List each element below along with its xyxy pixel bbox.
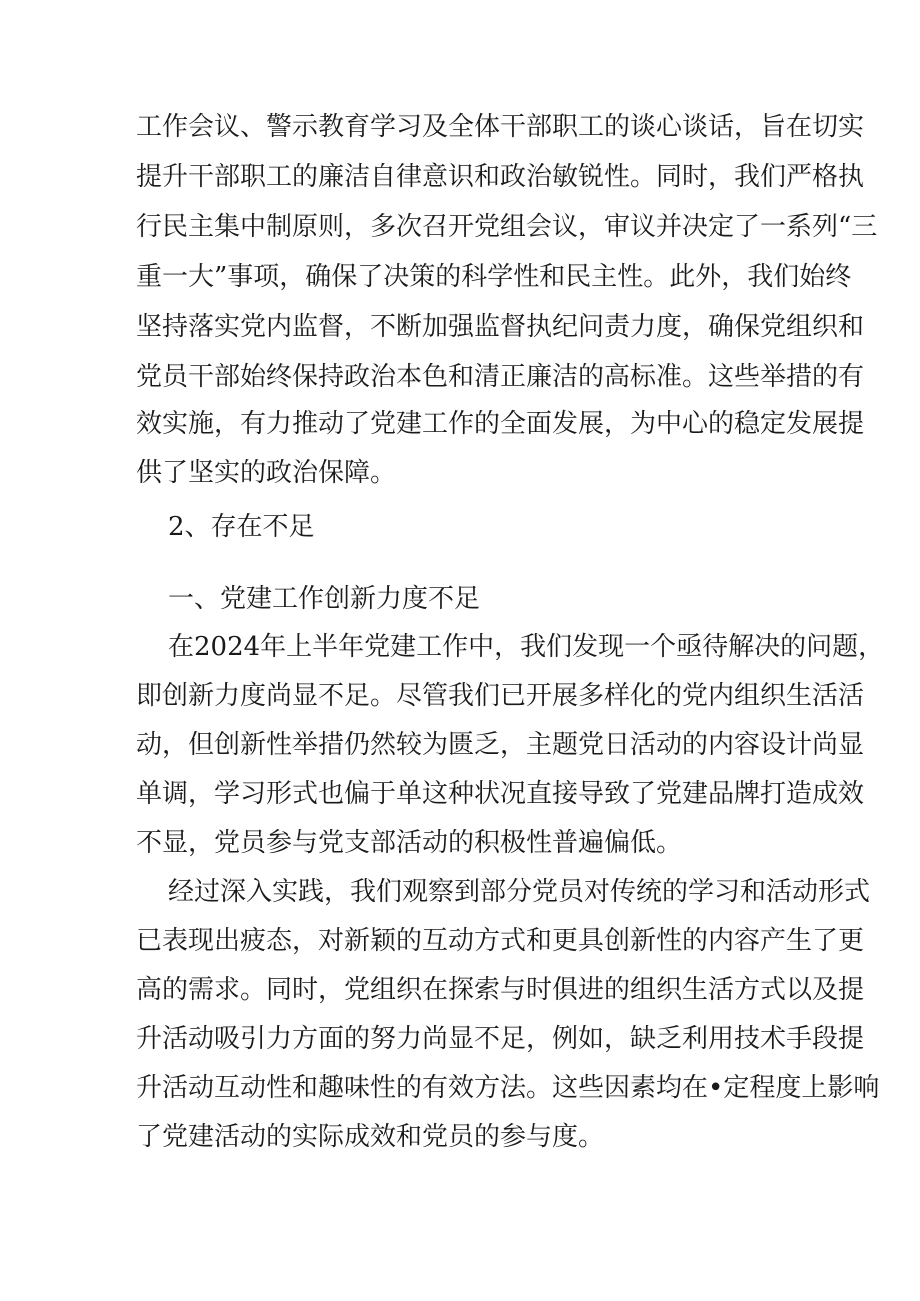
subheading: 一、党建工作创新力度不足 [168, 584, 481, 614]
section-heading: 2、存在不足 [168, 512, 315, 542]
paragraph1-line-7: 效实施，有力推动了党建工作的全面发展，为中心的稳定发展提 [136, 409, 865, 439]
paragraph2-line-4: 单调，学习形式也偏于单这种状况直接导致了党建品牌打造成效 [136, 779, 865, 809]
paragraph2-line-1: 在2024年上半年党建工作中，我们发现一个亟待解决的问题， [168, 632, 885, 662]
paragraph2-line-3: 动，但创新性举措仍然较为匮乏，主题党日活动的内容设计尚显 [136, 730, 865, 760]
paragraph3-line-3: 高的需求。同时，党组织在探索与时俱进的组织生活方式以及提 [136, 975, 865, 1005]
paragraph1-line-5: 坚持落实党内监督，不断加强监督执纪问责力度，确保党组织和 [136, 312, 865, 342]
paragraph2-line-5: 不显，党员参与党支部活动的积极性普遍偏低。 [136, 828, 683, 858]
paragraph3-line-6: 了党建活动的实际成效和党员的参与度。 [136, 1122, 605, 1152]
paragraph1-line-3: 行民主集中制原则，多次召开党组会议，审议并决定了一系列“三 [136, 212, 878, 242]
paragraph3-line-2: 已表现出疲态，对新颖的互动方式和更具创新性的内容产生了更 [136, 926, 865, 956]
paragraph1-line-1: 工作会议、警示教育学习及全体干部职工的谈心谈话，旨在切实 [136, 112, 865, 142]
paragraph3-line-4: 升活动吸引力方面的努力尚显不足，例如，缺乏利用技术手段提 [136, 1024, 865, 1054]
paragraph2-line-2: 即创新力度尚显不足。尽管我们已开展多样化的党内组织生活活 [136, 681, 865, 711]
paragraph1-line-8: 供了坚实的政治保障。 [136, 458, 397, 488]
paragraph1-line-2: 提升干部职工的廉洁自律意识和政治敏锐性。同时，我们严格执 [136, 162, 865, 192]
paragraph3-line-5: 升活动互动性和趣味性的有效方法。这些因素均在•定程度上影响 [136, 1073, 880, 1103]
paragraph1-line-6: 党员干部始终保持政治本色和清正廉洁的高标准。这些举措的有 [136, 362, 865, 392]
paragraph3-line-1: 经过深入实践，我们观察到部分党员对传统的学习和活动形式 [168, 877, 871, 907]
paragraph1-line-4: 重一大”事项，确保了决策的科学性和民主性。此外，我们始终 [136, 262, 852, 292]
